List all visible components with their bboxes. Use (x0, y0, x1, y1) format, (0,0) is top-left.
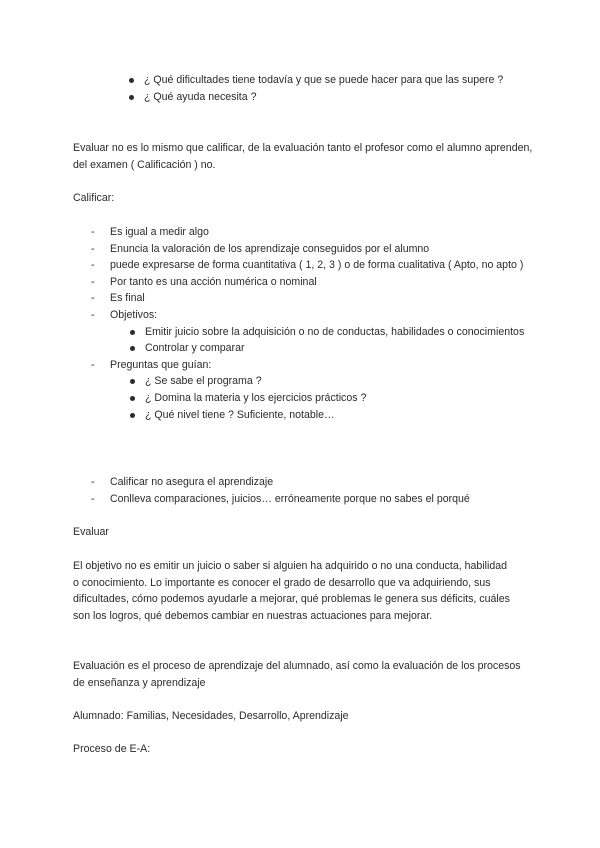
calificar-closing-item: - Calificar no asegura el aprendizaje (91, 474, 541, 491)
pregunta-item: ¿ Qué nivel tiene ? Suficiente, notable… (128, 407, 541, 424)
calificar-closing-block (91, 474, 541, 507)
evaluar-heading-block (73, 524, 533, 541)
objetivos-label: Objetivos: (110, 308, 158, 321)
calificar-item: - puede expresarse de forma cuantitativa ( 1, 2, 3 ) o de forma cualitativa ( Apto, no apto ) (91, 257, 541, 274)
calificar-heading: Calificar: (73, 192, 115, 204)
evaluar-paragraph-1-block (73, 558, 513, 624)
pregunta-item: ¿ Domina la materia y los ejercicios prácticos ? (128, 390, 541, 407)
proceso-block (73, 741, 533, 758)
intro-paragraph-block (73, 140, 533, 173)
calificar-item: - Por tanto es una acción numérica o nominal (91, 274, 541, 291)
calificar-list-block (91, 224, 541, 423)
calificar-item: - Enuncia la valoración de los aprendizaje conseguidos por el alumno (91, 241, 541, 258)
evaluar-paragraph-1: El objetivo no es emitir un juicio o saber si alguien ha adquirido o no una conducta, habilidad o conocimiento. Lo importante es conocer el grado de desarrollo que va adquiriendo, sus dificultades, cómo podemos ayudarle a mejorar, qué problemas le genera sus déficits, cuáles son los logros, qué debemos cambiar en nuestras actuaciones para mejorar. (73, 560, 510, 622)
pregunta-item: ¿ Se sabe el programa ? (128, 373, 541, 390)
evaluar-paragraph-2-block (73, 658, 533, 691)
intro-bullet-item: ¿ Qué ayuda necesita ? (127, 89, 537, 106)
preguntas-list (128, 373, 541, 423)
evaluar-heading: Evaluar (73, 526, 109, 538)
calificar-list (91, 224, 541, 423)
objetivo-item: Controlar y comparar (128, 340, 541, 357)
calificar-item: - Es final (91, 290, 541, 307)
evaluar-paragraph-2: Evaluación es el proceso de aprendizaje del alumnado, así como la evaluación de los procesos de enseñanza y aprendizaje (73, 660, 521, 689)
intro-bullet-list-container (127, 72, 537, 105)
objetivos-list (128, 324, 541, 357)
intro-bullet-list (127, 72, 537, 105)
objetivo-item: Emitir juicio sobre la adquisición o no de conductas, habilidades o conocimientos (128, 324, 541, 341)
calificar-item: - Es igual a medir algo (91, 224, 541, 241)
proceso-line: Proceso de E-A: (73, 743, 151, 755)
preguntas-label: Preguntas que guían: (110, 358, 212, 371)
calificar-closing-list (91, 474, 541, 507)
calificar-heading-block (73, 190, 533, 207)
intro-bullet-item: ¿ Qué dificultades tiene todavía y que se puede hacer para que las supere ? (127, 72, 537, 89)
calificar-closing-item: - Conlleva comparaciones, juicios… erróneamente porque no sabes el porqué (91, 491, 541, 508)
calificar-item-preguntas (91, 357, 541, 423)
intro-paragraph: Evaluar no es lo mismo que calificar, de la evaluación tanto el profesor como el alumno aprenden, del examen ( Calificación ) no. (73, 142, 533, 171)
alumnado-line: Alumnado: Familias, Necesidades, Desarrollo, Aprendizaje (73, 710, 349, 722)
calificar-item-objetivos (91, 307, 541, 357)
alumnado-block (73, 708, 533, 725)
